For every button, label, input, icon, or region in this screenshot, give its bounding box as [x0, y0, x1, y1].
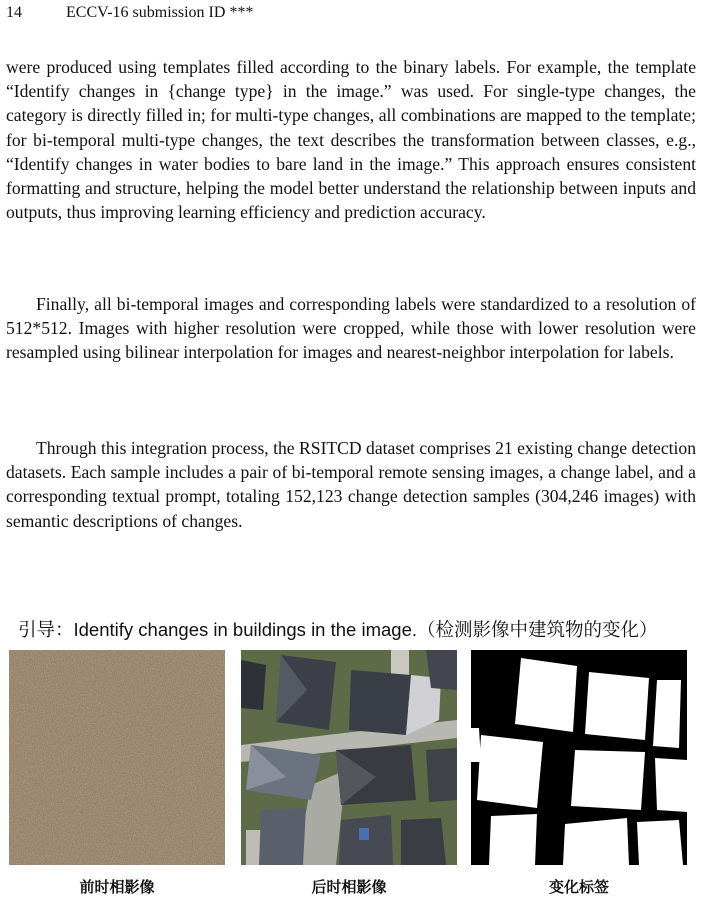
page-number: 14 — [6, 4, 22, 21]
paragraph-standardization: Finally, all bi-temporal images and corresponding labels were standardized to a resolution of 512*512. Images with higher resolution were cropped, while those with lower resolution were resampled using bilinear interpolation for images and nearest-neighbor interpolation for labels. — [6, 294, 696, 363]
change-label-mask — [471, 650, 687, 865]
post-temporal-image — [241, 650, 457, 865]
header-title: ECCV-16 submission ID *** — [66, 4, 254, 21]
change-label-caption: 变化标签 — [548, 879, 609, 896]
paragraph-templates: were produced using templates filled according to the binary labels. For example, the template “Identify changes in {change type} in the image.” was used. For single-type changes, the category is directly filled in; for multi-type changes, all combinations are mapped to the template; for bi-temporal multi-type changes, the text describes the transformation between classes, e.g., “Identify changes in water bodies to bare land in the image.” This approach ensures consistent formatting and structure, helping the model better understand the relationship between inputs and outputs, thus improving learning efficiency and prediction accuracy. — [6, 57, 696, 223]
pre-image-label: 前时相影像 — [79, 879, 155, 896]
pre-temporal-image — [9, 650, 225, 865]
figure-caption: 引导：Identify changes in buildings in the image.（检测影像中建筑物的变化） — [18, 619, 658, 640]
paragraph-integration: Through this integration process, the RSITCD dataset comprises 21 existing change detection datasets. Each sample includes a pair of bi-temporal remote sensing images, a change label, and a corresponding textual prompt, totaling 152,123 change detection samples (304,246 images) with semantic descriptions of changes. — [6, 438, 696, 531]
post-image-label: 后时相影像 — [311, 879, 387, 896]
page-header — [6, 4, 253, 22]
